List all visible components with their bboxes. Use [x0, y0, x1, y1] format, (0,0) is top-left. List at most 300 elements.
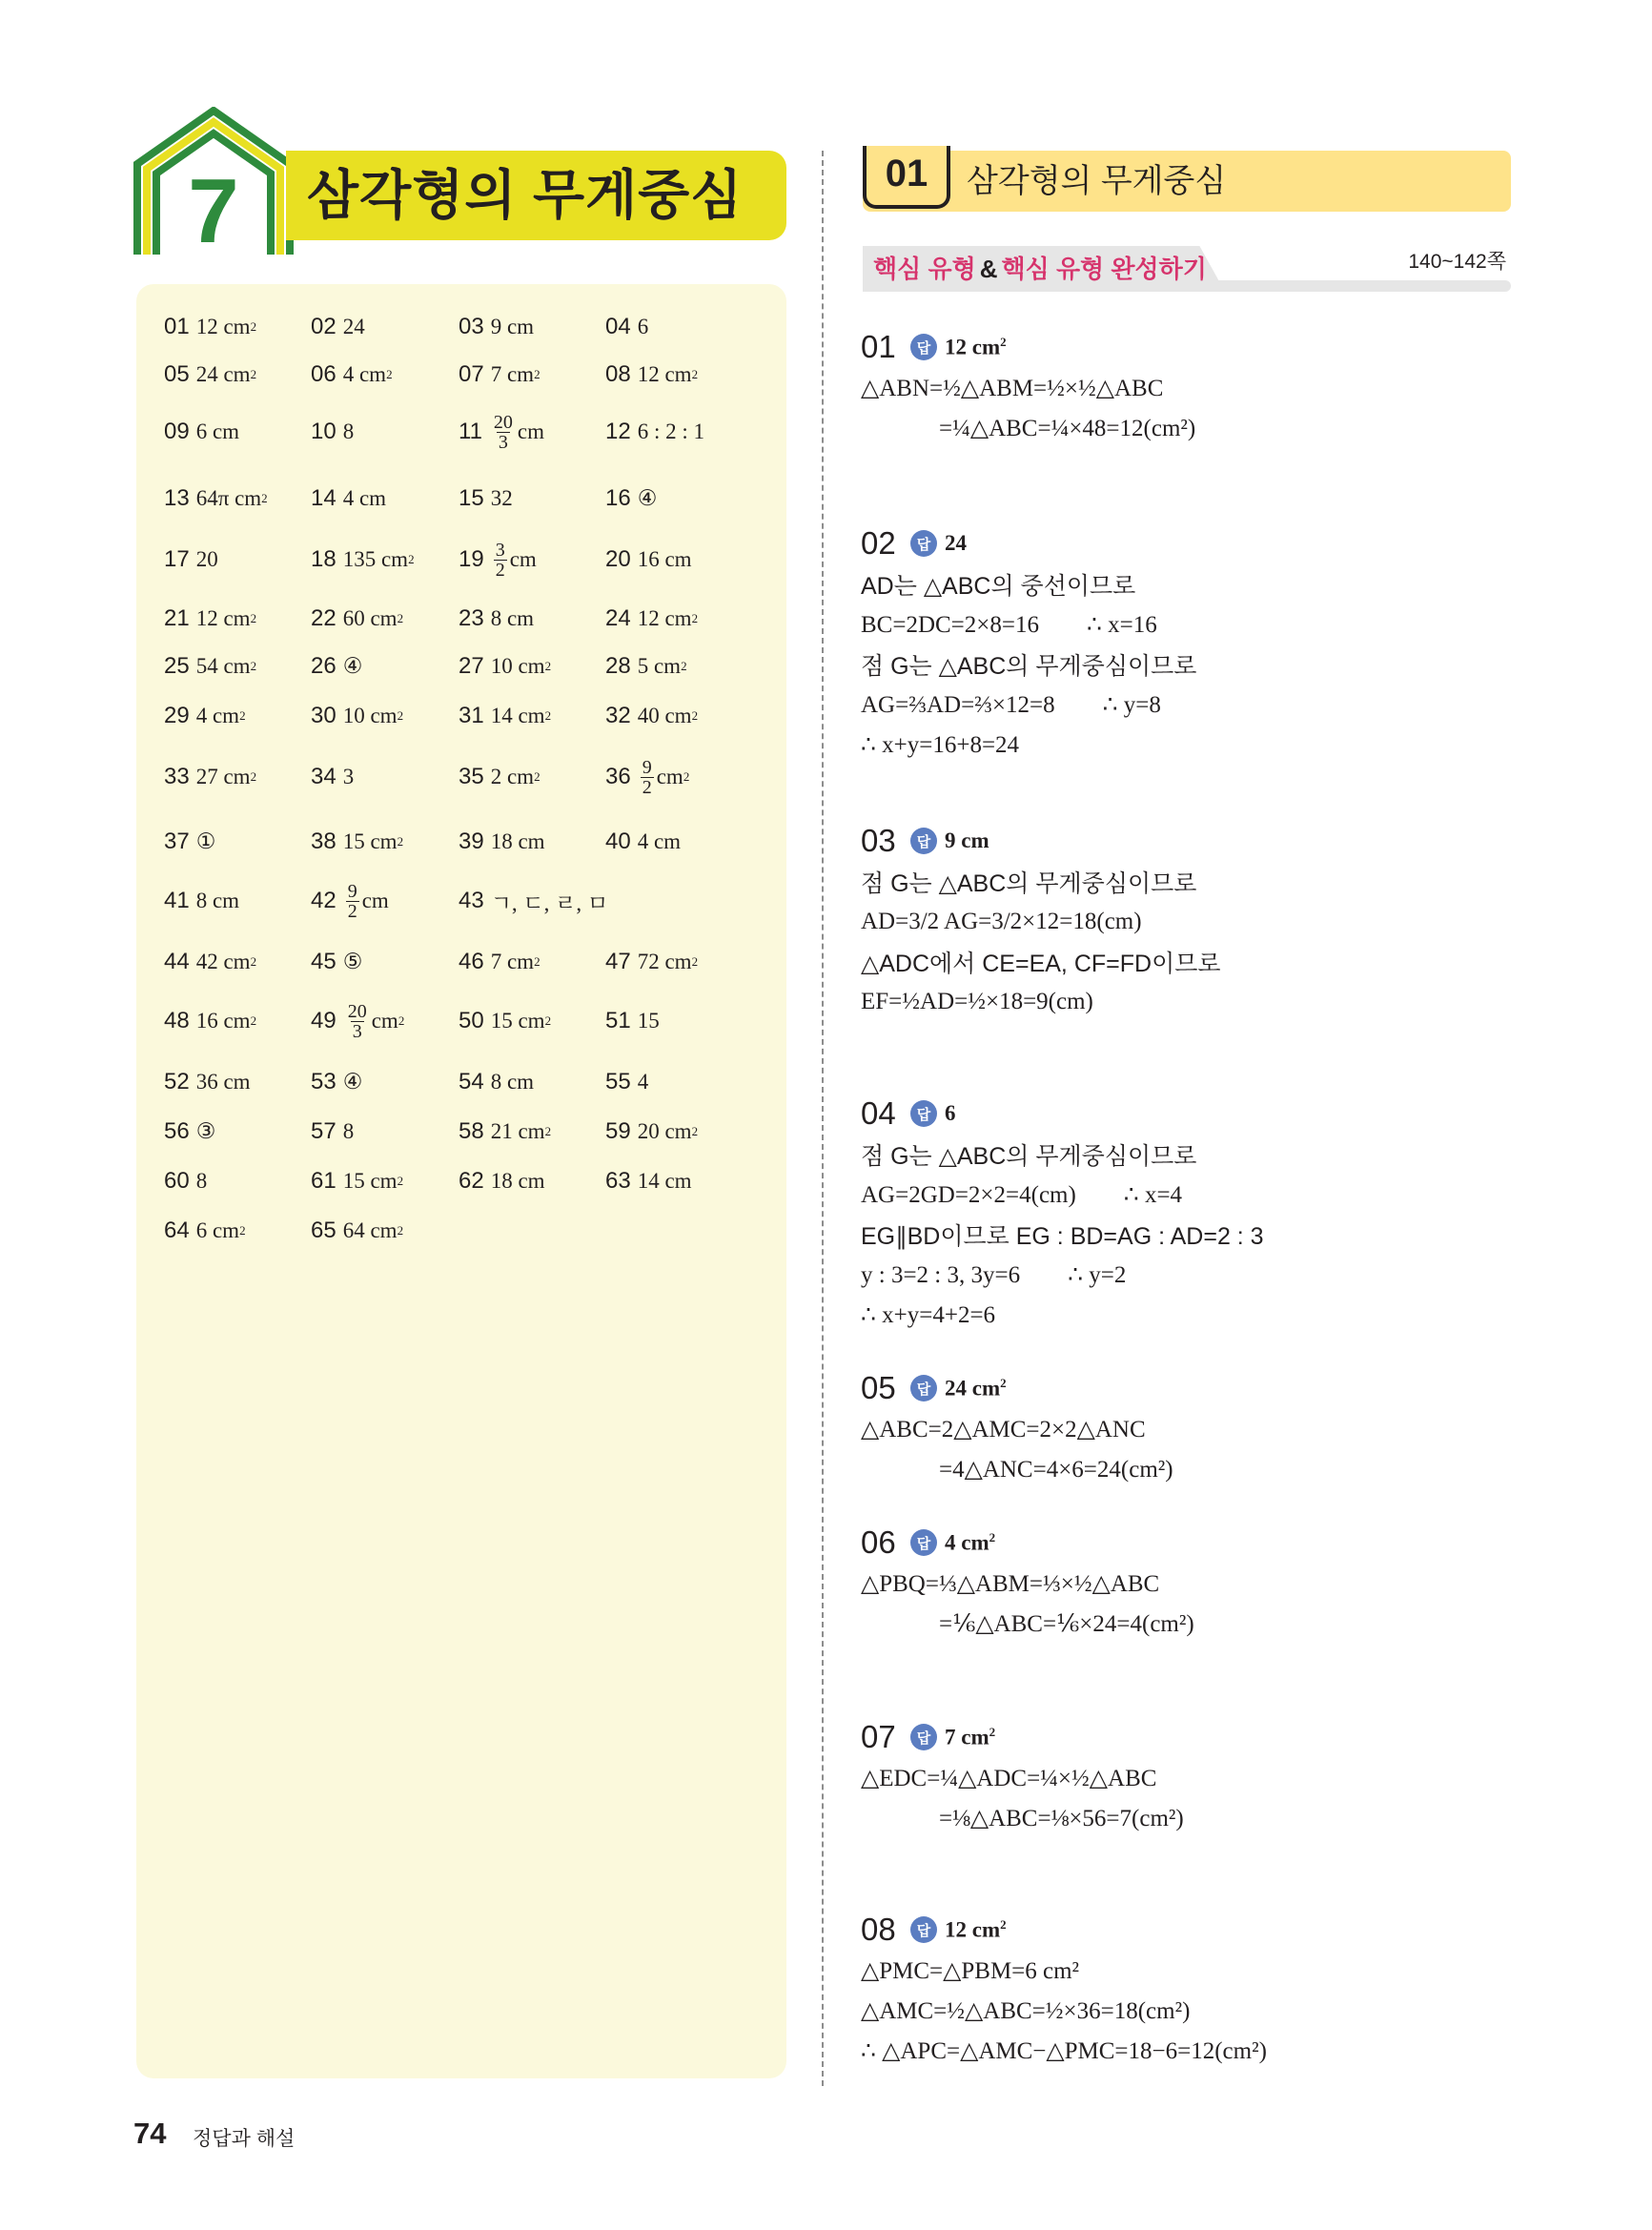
answer-value: 20: [195, 547, 218, 571]
answer-item: 48 16 cm 2: [164, 1008, 257, 1033]
answer-value: 8 cm: [490, 606, 535, 630]
solution-block: [861, 1522, 1509, 1644]
solution-answer-value: 24 cm: [945, 1376, 1001, 1401]
answer-number: 30: [311, 703, 337, 728]
solution-header: [861, 1716, 1509, 1758]
answer-value: 24 cm: [195, 362, 251, 386]
answer-value: 18 cm: [490, 829, 545, 853]
solution-line: AG=⅔AD=⅔×12=8 ∴ y=8: [861, 692, 1161, 718]
solution-answer-value: 12 cm: [945, 1917, 1001, 1942]
answer-item: 01 12 cm 2: [164, 314, 257, 339]
answer-value: ③: [195, 1119, 216, 1143]
answer-value: 15 cm: [342, 1169, 398, 1193]
answer-item: 46 7 cm 2: [459, 949, 540, 974]
answer-item: [605, 1157, 752, 1205]
answer-value: 54 cm: [195, 654, 251, 678]
answer-item: [164, 408, 311, 456]
answer-item: [459, 1157, 605, 1205]
solution-answer-exponent: 2: [989, 1724, 996, 1739]
answer-value: 14 cm: [490, 704, 545, 727]
solution-line: △ABN=½△ABM=½×½△ABC: [861, 376, 1164, 401]
answer-number: 33: [164, 764, 190, 789]
fraction: [346, 882, 359, 921]
page-number: 74: [133, 2117, 167, 2150]
answer-value: cm: [361, 889, 389, 912]
solution-block: [861, 820, 1509, 1022]
chapter-title: 삼각형의 무게중심: [307, 165, 744, 225]
solution-answer: [945, 1101, 956, 1126]
fraction-denominator: 2: [642, 776, 652, 798]
subheading-core-type: 핵심 유형: [873, 255, 976, 283]
answer-value: 135 cm: [342, 547, 409, 571]
subheading: [873, 250, 1207, 288]
chapter-house-icon: [133, 107, 294, 255]
answer-value: 15 cm: [342, 829, 398, 853]
answer-item: [459, 1058, 605, 1106]
answer-item: [164, 877, 311, 925]
answer-number: 24: [605, 605, 631, 631]
answer-value: 6 cm: [195, 1218, 240, 1242]
answer-value: 24: [342, 315, 365, 338]
section-number: 01: [863, 146, 950, 209]
answer-value: ④: [342, 1070, 363, 1094]
answer-number: 18: [311, 546, 337, 572]
answer-number: 59: [605, 1118, 631, 1144]
solution-answer: [945, 829, 989, 853]
answer-value: 15 cm: [490, 1009, 545, 1033]
answer-number: 38: [311, 829, 337, 854]
solution-line: △PBQ=⅓△ABM=⅓×½△ABC: [861, 1571, 1160, 1597]
answer-item: [459, 408, 605, 456]
answer-item: 05 24 cm 2: [164, 361, 257, 387]
answer-number: 35: [459, 764, 484, 789]
answer-value: 16 cm: [637, 547, 692, 571]
answer-value: 10 cm: [342, 704, 398, 727]
answer-value: 18 cm: [490, 1169, 545, 1193]
answer-number: 09: [164, 419, 190, 444]
answer-number: 25: [164, 653, 190, 679]
solution-line: △ABC=2△AMC=2×2△ANC: [861, 1417, 1146, 1442]
answer-item: [311, 475, 458, 522]
answer-number: 55: [605, 1069, 631, 1095]
answer-item: [164, 536, 311, 583]
answer-number: 23: [459, 605, 484, 631]
answer-item: 38 15 cm 2: [311, 829, 404, 854]
answer-item: 25 54 cm 2: [164, 653, 257, 679]
fraction: [492, 413, 515, 452]
answer-value: 20 cm: [637, 1119, 692, 1143]
answer-number: 40: [605, 829, 631, 854]
answer-number: 32: [605, 703, 631, 728]
solution-answer-exponent: 2: [1000, 334, 1007, 349]
answer-badge-icon: 답: [910, 828, 937, 854]
answer-item: [459, 818, 605, 866]
answer-number: 42: [311, 888, 337, 913]
answer-value: cm: [656, 765, 683, 788]
answer-value: 5 cm: [637, 654, 682, 678]
answer-value: ①: [195, 829, 216, 853]
answer-number: 16: [605, 485, 631, 511]
answer-item: [459, 475, 605, 522]
fraction-denominator: 2: [347, 900, 357, 922]
solution-line: △ADC에서 CE=EA, CF=FD이므로: [861, 951, 1221, 977]
fraction: [346, 1002, 369, 1041]
answer-number: 60: [164, 1168, 190, 1194]
fraction-denominator: 2: [495, 559, 505, 581]
fraction: [494, 541, 507, 580]
answer-item: 32 40 cm 2: [605, 703, 699, 728]
answer-item: [605, 1058, 752, 1106]
solution-line: △EDC=¼△ADC=¼×½△ABC: [861, 1766, 1157, 1791]
answer-value: 10 cm: [490, 654, 545, 678]
answer-value: 2 cm: [490, 765, 535, 788]
answer-badge-icon: 답: [910, 1375, 937, 1401]
solution-block: [861, 522, 1509, 765]
solution-answer-value: 4 cm: [945, 1530, 989, 1555]
solution-number: 04: [861, 1095, 896, 1131]
answer-number: 65: [311, 1217, 337, 1243]
answer-value: 27 cm: [195, 765, 251, 788]
answer-item: [164, 818, 311, 866]
answer-number: 05: [164, 361, 190, 387]
answer-item: [311, 1108, 458, 1156]
answer-number: 61: [311, 1168, 337, 1194]
answer-number: 13: [164, 485, 190, 511]
answer-number: 41: [164, 888, 190, 913]
answer-value: ④: [342, 654, 363, 678]
answer-number: 50: [459, 1008, 484, 1033]
answer-number: 17: [164, 546, 190, 572]
answer-item: 64 6 cm 2: [164, 1217, 246, 1243]
answer-value: ⑤: [342, 950, 363, 973]
answer-number: 07: [459, 361, 484, 387]
answer-item: [605, 408, 752, 456]
answer-number: 10: [311, 419, 337, 444]
answer-item: [311, 877, 458, 925]
answer-item: [311, 408, 458, 456]
answer-number: 48: [164, 1008, 190, 1033]
answer-item: 28 5 cm 2: [605, 653, 687, 679]
answer-value: 21 cm: [490, 1119, 545, 1143]
answer-number: 64: [164, 1217, 190, 1243]
solution-header: [861, 522, 1509, 564]
answer-item: 07 7 cm 2: [459, 361, 540, 387]
answer-value: 14 cm: [637, 1169, 692, 1193]
answer-item: [311, 1058, 458, 1106]
answer-value: 7 cm: [490, 950, 535, 973]
answer-value: 40 cm: [637, 704, 692, 727]
answer-item: 36 $\frac{9}{2}$ cm 2: [605, 756, 690, 798]
answer-number: 20: [605, 546, 631, 572]
answer-value: 15: [637, 1009, 660, 1033]
solution-line: EG∥BD이므로 EG : BD=AG : AD=2 : 3: [861, 1223, 1264, 1250]
answer-item: [459, 536, 605, 583]
answer-item: [605, 536, 752, 583]
solution-line: =4△ANC=4×6=24(cm²): [939, 1457, 1173, 1483]
answer-number: 19: [459, 546, 484, 572]
answer-item: 33 27 cm 2: [164, 764, 257, 789]
fraction-numerator: 3: [495, 539, 505, 561]
solution-answer-exponent: 2: [1000, 1375, 1007, 1390]
solution-answer: [945, 335, 1007, 360]
answer-number: 27: [459, 653, 484, 679]
fraction-numerator: 20: [347, 1000, 367, 1022]
answer-item: [459, 595, 605, 643]
answer-value: cm: [371, 1009, 398, 1033]
fraction-numerator: 9: [642, 756, 652, 778]
answer-item: [459, 303, 605, 351]
answer-number: 22: [311, 605, 337, 631]
answer-item: [164, 1058, 311, 1106]
solution-header: [861, 1367, 1509, 1409]
answer-badge-icon: 답: [910, 1916, 937, 1943]
answer-number: 26: [311, 653, 337, 679]
answer-item: [164, 1157, 311, 1205]
answer-value: 4 cm: [195, 704, 240, 727]
solution-number: 02: [861, 525, 896, 561]
answer-number: 44: [164, 949, 190, 974]
answer-number: 45: [311, 949, 337, 974]
answer-number: 62: [459, 1168, 484, 1194]
column-divider: [822, 151, 824, 2086]
answer-number: 57: [311, 1118, 337, 1144]
answer-value: cm: [517, 419, 545, 443]
answer-item: 58 21 cm 2: [459, 1118, 552, 1144]
answer-number: 53: [311, 1069, 337, 1095]
solution-line: EF=½AD=½×18=9(cm): [861, 989, 1093, 1014]
answer-value: 4 cm: [342, 362, 387, 386]
answer-item: [605, 818, 752, 866]
answer-item: [605, 303, 752, 351]
answer-value: 8: [195, 1169, 208, 1193]
answer-number: 01: [164, 314, 190, 339]
solution-answer-exponent: 2: [1000, 1916, 1007, 1932]
solution-line: y : 3=2 : 3, 3y=6 ∴ y=2: [861, 1262, 1127, 1288]
solution-line: △AMC=½△ABC=½×36=18(cm²): [861, 1998, 1191, 2024]
answer-number: 47: [605, 949, 631, 974]
answer-value: 36 cm: [195, 1070, 251, 1094]
answer-item: [311, 643, 458, 690]
answer-badge-icon: 답: [910, 530, 937, 557]
answer-number: 54: [459, 1069, 484, 1095]
answer-item: 65 64 cm 2: [311, 1217, 404, 1243]
answer-value: 64 cm: [342, 1218, 398, 1242]
solution-line: 점 G는 △ABC의 무게중심이므로: [861, 870, 1197, 897]
answer-item: 59 20 cm 2: [605, 1118, 699, 1144]
answer-value: 4: [637, 1070, 649, 1094]
answer-value: cm: [509, 547, 537, 571]
answer-number: 43: [459, 888, 484, 913]
answer-item: [605, 475, 752, 522]
answer-badge-icon: 답: [910, 1724, 937, 1750]
solution-line: =¼△ABC=¼×48=12(cm²): [939, 416, 1196, 441]
solution-number: 01: [861, 329, 896, 364]
solution-header: [861, 1909, 1509, 1951]
answer-number: 56: [164, 1118, 190, 1144]
solution-answer: [945, 531, 967, 556]
answer-number: 11: [459, 419, 482, 444]
answer-number: 12: [605, 419, 631, 444]
answer-value: 3: [342, 765, 355, 788]
solution-header: [861, 1093, 1509, 1135]
answer-value: 16 cm: [195, 1009, 251, 1033]
answer-number: 21: [164, 605, 190, 631]
solution-block: [861, 1909, 1509, 2071]
solution-number: 08: [861, 1912, 896, 1947]
solution-answer-exponent: 2: [989, 1529, 996, 1545]
answer-number: 31: [459, 703, 484, 728]
answer-value: 9 cm: [490, 315, 535, 338]
answer-item: 18 135 cm 2: [311, 546, 415, 572]
answer-number: 49: [311, 1008, 337, 1033]
solution-line: ∴ x+y=16+8=24: [861, 732, 1020, 758]
answer-value: 7 cm: [490, 362, 535, 386]
solution-number: 05: [861, 1370, 896, 1405]
solution-number: 07: [861, 1719, 896, 1754]
solution-header: [861, 1522, 1509, 1564]
section-title: 삼각형의 무게중심: [967, 163, 1227, 199]
answer-number: 37: [164, 829, 190, 854]
answer-value: 60 cm: [342, 606, 398, 630]
fraction-denominator: 3: [498, 431, 508, 453]
answer-value: 8 cm: [195, 889, 240, 912]
solution-line: AG=2GD=2×2=4(cm) ∴ x=4: [861, 1182, 1183, 1208]
answer-item: 50 15 cm 2: [459, 1008, 552, 1033]
answer-item: 35 2 cm 2: [459, 764, 540, 789]
answer-number: 02: [311, 314, 337, 339]
answer-number: 03: [459, 314, 484, 339]
answer-item: 44 42 cm 2: [164, 949, 257, 974]
answer-number: 14: [311, 485, 337, 511]
answer-value: 8: [342, 1119, 355, 1143]
answer-number: 28: [605, 653, 631, 679]
solution-line: AD=3/2 AG=3/2×12=18(cm): [861, 909, 1142, 934]
solution-answer-value: 24: [945, 531, 967, 555]
answer-item: 24 12 cm 2: [605, 605, 699, 631]
answer-badge-icon: 답: [910, 1100, 937, 1127]
answer-value: 4 cm: [342, 486, 387, 510]
answer-value: 12 cm: [195, 315, 251, 338]
answer-item: 31 14 cm 2: [459, 703, 552, 728]
solution-answer: [945, 1917, 1007, 1943]
solution-line: △PMC=△PBM=6 cm²: [861, 1958, 1080, 1984]
answer-value: 12 cm: [637, 606, 692, 630]
answer-item: 49 $\frac{20}{3}$ cm 2: [311, 1000, 405, 1042]
answer-item: 47 72 cm 2: [605, 949, 699, 974]
answer-number: 08: [605, 361, 631, 387]
solution-answer-value: 7 cm: [945, 1725, 989, 1749]
answer-item: 30 10 cm 2: [311, 703, 404, 728]
answer-item: 08 12 cm 2: [605, 361, 699, 387]
answer-value: ㄱ, ㄷ, ㄹ, ㅁ: [490, 890, 609, 915]
answer-number: 15: [459, 485, 484, 511]
answer-number: 36: [605, 764, 631, 789]
answer-value: 6: [637, 315, 649, 338]
solution-answer-value: 6: [945, 1101, 956, 1125]
answer-value: 12 cm: [195, 606, 251, 630]
answer-number: 46: [459, 949, 484, 974]
answer-value: 12 cm: [637, 362, 692, 386]
solution-answer: [945, 1530, 995, 1556]
answer-value: 72 cm: [637, 950, 692, 973]
fraction-numerator: 9: [347, 880, 357, 902]
answer-item: [164, 1108, 311, 1156]
solution-answer: [945, 1725, 995, 1750]
solution-line: ∴ x+y=4+2=6: [861, 1302, 996, 1328]
solution-line: =⅛△ABC=⅛×56=7(cm²): [939, 1806, 1184, 1831]
answer-value: 64π cm: [195, 486, 262, 510]
answer-number: 06: [311, 361, 337, 387]
answer-value: 32: [490, 486, 513, 510]
solution-header: [861, 326, 1509, 368]
subheading-ampersand: &: [979, 255, 998, 283]
solution-block: [861, 1367, 1509, 1489]
solution-block: [861, 1716, 1509, 1838]
answer-item: 22 60 cm 2: [311, 605, 404, 631]
answer-value: 6 cm: [195, 419, 240, 443]
page-range: 140~142쪽: [1408, 251, 1506, 273]
answer-number: 51: [605, 1008, 631, 1033]
solution-number: 06: [861, 1524, 896, 1560]
answer-number: 58: [459, 1118, 484, 1144]
solution-answer: [945, 1376, 1007, 1401]
answer-value: 4 cm: [637, 829, 682, 853]
answer-item: [605, 997, 752, 1045]
answer-item: 61 15 cm 2: [311, 1168, 404, 1194]
page-label: 정답과 해설: [193, 2128, 296, 2150]
chapter-number: 7: [188, 160, 239, 255]
answer-item: 29 4 cm 2: [164, 703, 246, 728]
subheading-complete: 핵심 유형 완성하기: [1001, 255, 1207, 283]
solution-line: ∴ △APC=△AMC−△PMC=18−6=12(cm²): [861, 2038, 1267, 2064]
answer-number: 29: [164, 703, 190, 728]
answer-value: ④: [637, 486, 658, 510]
answer-item: [311, 303, 458, 351]
answer-number: 39: [459, 829, 484, 854]
solution-line: AD는 △ABC의 중선이므로: [861, 573, 1136, 600]
answer-value: 8 cm: [490, 1070, 535, 1094]
solution-line: BC=2DC=2×8=16 ∴ x=16: [861, 612, 1157, 638]
answer-number: 52: [164, 1069, 190, 1095]
answer-value: 6 : 2 : 1: [637, 419, 704, 443]
fraction-denominator: 3: [352, 1020, 362, 1042]
answer-item: [311, 753, 458, 801]
answer-number: 04: [605, 314, 631, 339]
fraction-numerator: 20: [493, 411, 513, 433]
answer-value: 8: [342, 419, 355, 443]
solution-line: =⅙△ABC=⅙×24=4(cm²): [939, 1611, 1194, 1637]
answer-number: 63: [605, 1168, 631, 1194]
solution-answer-value: 12 cm: [945, 335, 1001, 359]
answer-number: 34: [311, 764, 337, 789]
answer-badge-icon: 답: [910, 1529, 937, 1556]
solution-block: [861, 326, 1509, 448]
answer-item: 21 12 cm 2: [164, 605, 257, 631]
solution-number: 03: [861, 823, 896, 858]
solution-line: 점 G는 △ABC의 무게중심이므로: [861, 653, 1197, 680]
answer-item: [311, 938, 458, 986]
solution-header: [861, 820, 1509, 862]
fraction: [641, 758, 654, 797]
answer-item: 06 4 cm 2: [311, 361, 393, 387]
answer-badge-icon: 답: [910, 334, 937, 360]
answer-value: 42 cm: [195, 950, 251, 973]
answer-item: 27 10 cm 2: [459, 653, 552, 679]
solution-answer-value: 9 cm: [945, 829, 989, 852]
answer-item: [459, 877, 744, 925]
solution-block: [861, 1093, 1509, 1335]
solution-line: 점 G는 △ABC의 무게중심이므로: [861, 1143, 1197, 1170]
